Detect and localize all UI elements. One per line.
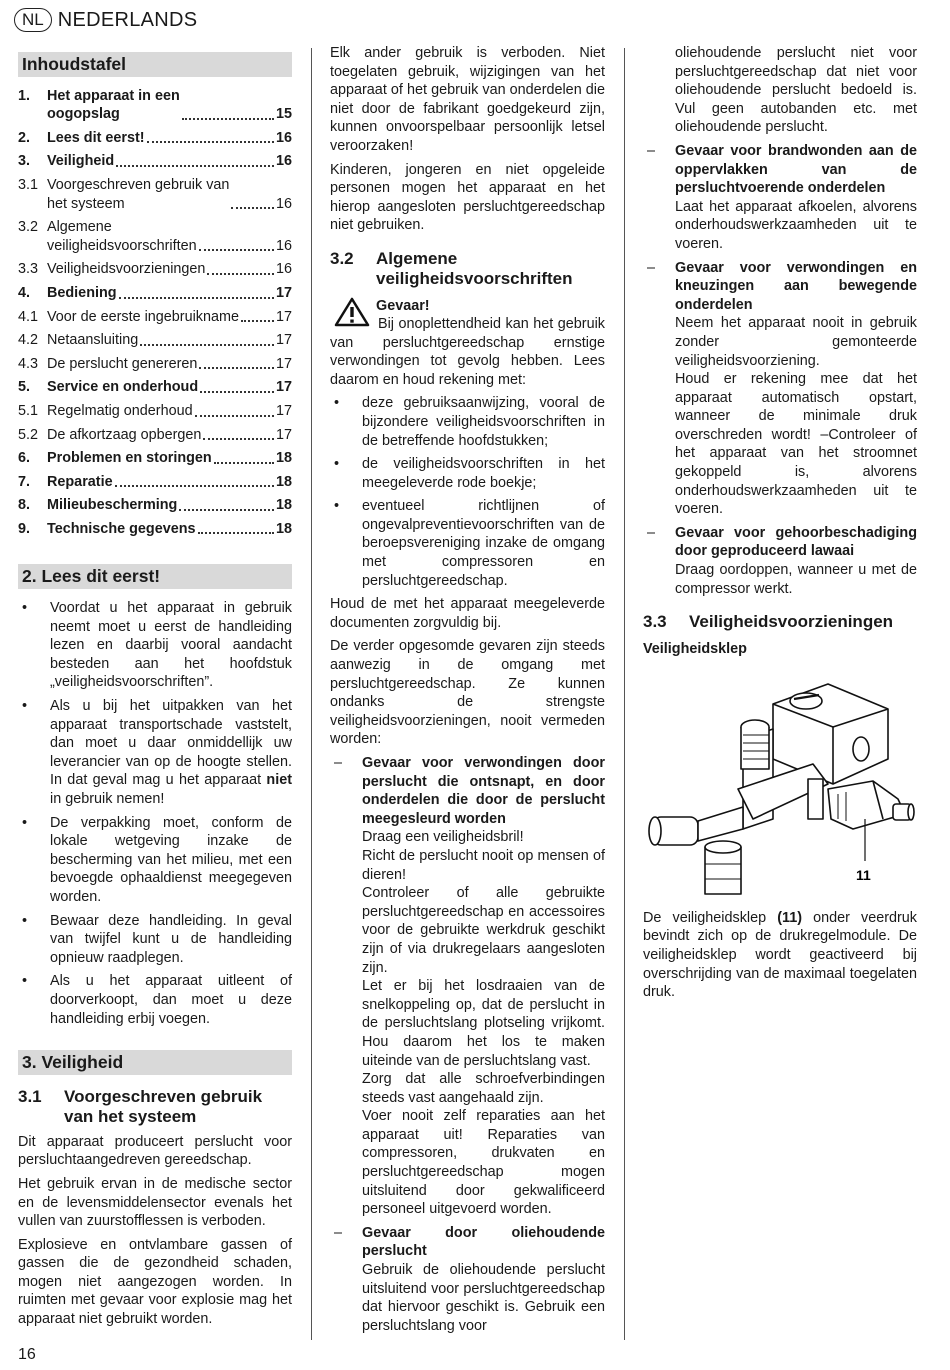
toc-number: 3.: [18, 153, 31, 170]
column-2: [330, 44, 605, 1340]
toc-leader: [147, 140, 274, 143]
paragraph: Elk ander gebruik is verboden. Niet toegelaten gebruik, wijzigingen van het apparaat of het gebruik van onderdelen die niet door de fabrikant goedgekeurd zijn, kunnen onvoorspelbaar persoonlijk letsel veroorzaken!: [330, 45, 605, 154]
toc-leader: [179, 508, 274, 511]
toc-page: 17: [275, 284, 292, 301]
toc-number: 3.3: [18, 261, 39, 278]
toc-leader: [119, 296, 274, 299]
toc-page: 17: [275, 355, 292, 372]
toc-number: 4.3: [18, 355, 39, 372]
toc-leader: [195, 414, 274, 417]
toc-entry[interactable]: [18, 87, 292, 124]
toc-leader: [182, 117, 274, 120]
toc-entry[interactable]: [18, 473, 292, 492]
toc-page: 15: [275, 106, 292, 123]
toc-label: Technische gegevens: [47, 520, 196, 537]
subheading: Veiligheidsklep: [643, 641, 747, 658]
toc-leader: [115, 484, 274, 487]
language-title: NEDERLANDS: [57, 8, 198, 31]
toc-number: 4.1: [18, 308, 39, 325]
toc-entry[interactable]: [18, 378, 292, 397]
toc-number: 5.: [18, 379, 31, 396]
toc-page: 17: [275, 402, 292, 419]
toc-page: 16: [275, 195, 292, 212]
toc-entry[interactable]: [18, 496, 292, 515]
paragraph: Het gebruik ervan in de medische sector en de levensmiddelensector evenals het vullen van zuurstofflessen is verboden.: [18, 1175, 292, 1230]
toc-label: Bediening: [47, 284, 117, 301]
toc-page: 18: [275, 473, 292, 490]
column-divider: [311, 48, 312, 1340]
toc-page: 17: [275, 308, 292, 325]
toc-entry[interactable]: [18, 355, 292, 374]
toc-number: 3.2: [18, 219, 39, 236]
toc-leader: [199, 366, 274, 369]
toc-entry[interactable]: [18, 218, 292, 255]
warning-title: Gevaar!: [376, 297, 430, 314]
toc-number: 1.: [18, 87, 31, 104]
toc-label: De afkortzaag opbergen: [47, 426, 202, 443]
list-item: • deze gebruiksaanwijzing, vooral de bijzondere veiligheidsvoorschriften in de betreffende hoofdstukken;: [334, 395, 605, 449]
safety-valve-figure: [643, 669, 917, 899]
toc-page: 16: [275, 129, 292, 146]
toc-label: Netaansluiting: [47, 332, 139, 349]
toc-entry[interactable]: [18, 520, 292, 539]
toc-number: 4.: [18, 284, 31, 301]
column-3: [643, 44, 917, 1007]
hazard-item-continued: oliehoudende perslucht niet voor persluchtgereedschap dat niet voor oliehoudende perslucht bedoeld is. Vul geen autobanden etc. met oliehoudende perslucht.: [675, 45, 917, 136]
toc-leader: [231, 206, 274, 209]
toc-entry[interactable]: [18, 284, 292, 303]
toc-label: Problemen en storingen: [47, 450, 212, 467]
toc-leader: [200, 390, 274, 393]
toc-entry[interactable]: [18, 402, 292, 421]
toc-page: 18: [275, 520, 292, 537]
page-header: [14, 8, 197, 32]
page-number: 16: [18, 1346, 36, 1363]
list-item: • De verpakking moet, conform de lokale wetgeving inzake de bescherming van het milieu, met een bevoegde ophaaldienst meegegeven worden.: [22, 814, 292, 905]
toc-page: 18: [275, 450, 292, 467]
section-2-title: 2. Lees dit eerst!: [18, 564, 292, 589]
toc-entry[interactable]: [18, 176, 292, 213]
section-3-2-heading: 3.2 Algemene veiligheidsvoorschriften: [330, 248, 573, 288]
toc-page: 16: [275, 153, 292, 170]
hazard-item: – Gevaar voor brandwonden aan de oppervlakken van de persluchtvoerende onderdelen Laat het apparaat afkoelen, alvorens onderhoudswerkzaamheden uit te voeren.: [647, 142, 917, 252]
toc-number: 5.1: [18, 402, 39, 419]
toc-page: 17: [275, 426, 292, 443]
toc-label: Milieubescherming: [47, 497, 178, 514]
paragraph: Dit apparaat produceert perslucht voor persluchtaangedreven gereedschap.: [18, 1133, 292, 1169]
toc-entry[interactable]: [18, 449, 292, 468]
toc-leader: [214, 461, 274, 464]
toc-page: 16: [275, 261, 292, 278]
toc-entry[interactable]: [18, 331, 292, 350]
list-item: • Bewaar deze handleiding. In geval van twijfel kunt u de handleiding opnieuw raadplegen.: [22, 912, 292, 966]
section-3-3-heading: 3.3 Veiligheidsvoorzieningen: [643, 612, 894, 632]
warning-text: Bij onoplettendheid kan het gebruik van persluchtgereedschap ernstige verwondingen tot gevolg hebben. Lees daarom en houd rekening met:: [330, 315, 605, 388]
warning-block: [330, 297, 605, 389]
toc-label: Lees dit eerst!: [47, 129, 145, 146]
list-item: • Als u bij het uitpakken van het apparaat transportschade vaststelt, dan moet u daar onmiddellijk uw leverancier van op de hoogte stellen. In dat geval mag u het apparaat niet in gebruik nemen!: [22, 698, 292, 807]
hazard-item: – Gevaar door oliehoudende perslucht Gebruik de oliehoudende perslucht uitsluitend voor persluchtgereedschap dat hiervoor geschikt is. Gebruik een persluchtslang voor: [334, 1224, 605, 1334]
language-badge: NL: [14, 8, 52, 32]
toc-entry[interactable]: [18, 152, 292, 171]
hazard-item: – Gevaar voor verwondingen door perslucht die ontsnapt, en door onderdelen die door de perslucht meegesleurd worden Draag een veiligheidsbril! Richt de perslucht nooit op mensen of dieren! Controleer of alle gebruikte persluchtgereedschap en accessoires voor de gebruikte werkdruk geschikt zijn of via drukregelaars aangesloten zijn. Let er bij het losdraaien van de snelkoppeling op, dat de perslucht in de persluchtslang plotseling vrijkomt. Hou daarom het los te maken uiteinde van de persluchtslang vast. Zorg dat alle schroefverbindingen steeds vast aangehaald zijn. Voer nooit zelf reparaties aan het apparaat uit! Reparaties van compressoren, drukvaten en persluchtgereedschap mogen uitsluitend door gekwalificeerd personeel uitgevoerd worden.: [334, 755, 605, 1218]
toc-leader: [241, 319, 274, 322]
toc-label: Regelmatig onderhoud: [47, 402, 193, 419]
paragraph: Houd de met het apparaat meegeleverde documenten zorgvuldig bij.: [330, 596, 605, 631]
toc-label: Service en onderhoud: [47, 379, 199, 396]
toc-label: De perslucht genereren: [47, 355, 198, 372]
toc-entry[interactable]: [18, 308, 292, 327]
toc-leader: [198, 531, 274, 534]
toc-number: 5.2: [18, 426, 39, 443]
toc-number: 4.2: [18, 332, 39, 349]
paragraph: Kinderen, jongeren en niet opgeleide personen mogen het apparaat en het hierop aangesloten persluchtgereedschap niet gebruiken.: [330, 161, 605, 234]
toc-label: Het apparaat in een oogopslag: [47, 87, 180, 123]
toc-leader: [140, 343, 274, 346]
table-of-contents: [18, 87, 292, 539]
column-1: [18, 44, 292, 1334]
warning-triangle-icon: [334, 297, 370, 327]
figure-callout-11: 11: [856, 866, 871, 883]
toc-entry[interactable]: [18, 129, 292, 148]
list-item: • Voordat u het apparaat in gebruik neemt moet u eerst de handleiding lezen en daarbij vooral aandacht besteden aan het hoofdstuk „veiligheidsvoorschriften”.: [22, 600, 292, 691]
toc-number: 6.: [18, 450, 31, 467]
paragraph: Explosieve en ontvlambare gassen of gassen die de gezondheid schaden, mogen niet aangezogen worden. In ruimten met gevaar voor explosie mag het apparaat niet gebruikt worden.: [18, 1236, 292, 1328]
toc-leader: [203, 437, 274, 440]
toc-label: Voorgeschreven gebruik van het systeem: [47, 176, 230, 212]
toc-number: 8.: [18, 497, 31, 514]
section-3-title: 3. Veiligheid: [18, 1050, 292, 1075]
hazard-item: – Gevaar voor verwondingen en kneuzingen aan bewegende onderdelen Neem het apparaat nooit in gebruik zonder gemonteerde veiligheidsvoorziening. Houd er rekening mee dat het apparaat automatisch opstart, wanneer de minimale druk overschreden wordt! –Controleer of het apparaat van het stroomnet gekoppeld is, alvorens onderhoudswerkzaamheden uit te voeren.: [647, 259, 917, 518]
toc-leader: [207, 272, 274, 275]
list-item: • Als u het apparaat uitleent of doorverkoopt, dan moet u deze handleiding erbij voegen.: [22, 973, 292, 1027]
toc-label: Algemene veiligheidsvoorschriften: [47, 219, 197, 254]
toc-entry[interactable]: [18, 426, 292, 445]
column-divider: [624, 48, 625, 1340]
toc-label: Voor de eerste ingebruikname: [47, 308, 239, 325]
toc-label: Veiligheidsvoorzieningen: [47, 261, 206, 278]
toc-page: 16: [275, 237, 292, 254]
toc-page: 17: [275, 379, 292, 396]
toc-leader: [116, 164, 274, 167]
toc-number: 7.: [18, 473, 31, 490]
list-item: • de veiligheidsvoorschriften in het meegeleverde rode boekje;: [334, 456, 605, 491]
toc-label: Veiligheid: [47, 153, 115, 170]
paragraph: De veiligheidsklep (11) onder veerdruk bevindt zich op de drukregelmodule. De veiligheidsklep wordt geactiveerd bij overschrijding van de maximaal toegelaten druk.: [643, 909, 917, 1001]
toc-page: 17: [275, 332, 292, 349]
pressure-switch-illustration: [643, 669, 917, 899]
toc-title: Inhoudstafel: [18, 52, 292, 77]
list-item: • eventueel richtlijnen of ongevalpreventievoorschriften van de beroepsvereniging inzake de omgang met compressoren en persluchtgereedschap.: [334, 498, 605, 589]
toc-number: 9.: [18, 520, 31, 537]
toc-number: 2.: [18, 129, 31, 146]
hazard-item: – Gevaar voor gehoorbeschadiging door geproduceerd lawaai Draag oordoppen, wanneer u met de compressor werkt.: [647, 524, 917, 597]
toc-number: 3.1: [18, 176, 39, 193]
toc-page: 18: [275, 497, 292, 514]
paragraph: De verder opgesomde gevaren zijn steeds aanwezig in de omgang met persluchtgereedschap. Ze kunnen ondanks de strengste veiligheidsvoorzieningen, nooit vermeden worden:: [330, 638, 605, 748]
toc-leader: [199, 248, 274, 251]
toc-label: Reparatie: [47, 473, 113, 490]
section-3-1-heading: 3.1 Voorgeschreven gebruik van het systeem: [18, 1086, 263, 1126]
toc-entry[interactable]: [18, 260, 292, 279]
